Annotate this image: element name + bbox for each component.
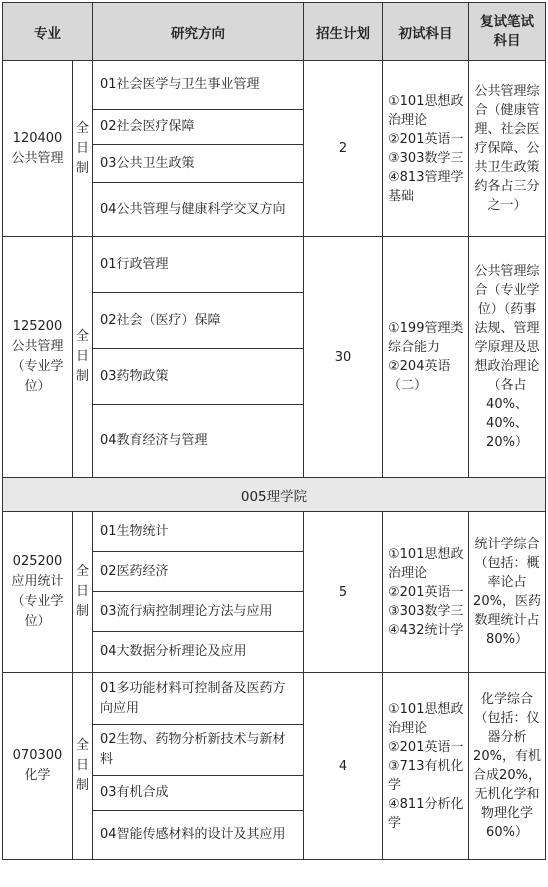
direction-item: 03流行病控制理论方法与应用 xyxy=(93,592,304,632)
exam-item: ③303数学三 xyxy=(388,150,464,166)
section-row xyxy=(3,478,546,512)
exam-item: ②201英语一 xyxy=(388,584,464,600)
header-enrollment: 招生计划 xyxy=(304,3,383,61)
enrollment-count: 2 xyxy=(304,61,383,237)
table-row xyxy=(3,673,546,725)
major-name: 公共管理（专业学位） xyxy=(11,339,64,394)
major-code: 025200 xyxy=(12,554,63,569)
section-title: 005理学院 xyxy=(3,478,546,512)
major-name: 公共管理 xyxy=(11,150,64,166)
direction-item: 04公共管理与健康科学交叉方向 xyxy=(93,183,304,237)
exam-item: ①101思想政治理论 xyxy=(388,93,464,128)
exam-item: ④813管理学基础 xyxy=(388,169,464,204)
study-mode: 全日制 xyxy=(73,512,93,673)
major-cell xyxy=(3,512,73,673)
exam-item: ④432统计学 xyxy=(388,622,464,638)
header-retest: 复试笔试科目 xyxy=(469,3,546,61)
direction-item: 01社会医学与卫生事业管理 xyxy=(93,61,304,110)
exam-item: ②201英语一 xyxy=(388,739,464,755)
table-row xyxy=(3,61,546,110)
major-cell xyxy=(3,673,73,860)
direction-item: 04大数据分析理论及应用 xyxy=(93,632,304,673)
exam-item: ①101思想政治理论 xyxy=(388,701,464,736)
direction-item: 02医药经济 xyxy=(93,552,304,592)
direction-item: 03有机合成 xyxy=(93,776,304,811)
exam-item: ②204英语（二） xyxy=(388,359,451,393)
major-name: 化学 xyxy=(24,768,51,783)
header-direction: 研究方向 xyxy=(93,3,304,61)
major-cell xyxy=(3,61,73,237)
exam-item: ③713有机化学 xyxy=(388,758,464,793)
direction-item: 01行政管理 xyxy=(93,237,304,293)
direction-item: 02社会医疗保障 xyxy=(93,110,304,145)
direction-item: 01多功能材料可控制备及医药方向应用 xyxy=(93,673,304,725)
major-name: 应用统计（专业学位） xyxy=(11,574,64,629)
direction-item: 02社会（医疗）保障 xyxy=(93,293,304,349)
enrollment-count: 4 xyxy=(304,673,383,860)
study-mode: 全日制 xyxy=(73,673,93,860)
prelim-subjects xyxy=(383,673,469,860)
study-mode: 全日制 xyxy=(73,237,93,478)
prelim-subjects xyxy=(383,61,469,237)
direction-item: 04教育经济与管理 xyxy=(93,405,304,478)
header-row xyxy=(3,3,546,61)
exam-item: ②201英语一 xyxy=(388,131,464,147)
major-cell xyxy=(3,237,73,478)
exam-item: ③303数学三 xyxy=(388,603,464,619)
retest-subjects: 公共管理综合（专业学位）（药事法规、管理学原理及思想政治理论（各占40%、40%、20%） xyxy=(469,237,546,478)
admissions-table xyxy=(2,2,546,860)
major-code: 120400 xyxy=(12,130,63,146)
table-row xyxy=(3,512,546,552)
header-major: 专业 xyxy=(3,3,93,61)
major-code: 125200 xyxy=(12,319,63,334)
retest-subjects: 化学综合（包括：仪器分析20%，有机合成20%，无机化学和物理化学60%） xyxy=(469,673,546,860)
exam-item: ④811分析化学 xyxy=(388,796,464,831)
direction-item: 03药物政策 xyxy=(93,349,304,405)
study-mode: 全日制 xyxy=(73,61,93,237)
table-row xyxy=(3,237,546,293)
direction-item: 04智能传感材料的设计及其应用 xyxy=(93,811,304,860)
exam-item: ①101思想政治理论 xyxy=(388,546,464,581)
enrollment-count: 5 xyxy=(304,512,383,673)
prelim-subjects xyxy=(383,512,469,673)
direction-item: 03公共卫生政策 xyxy=(93,145,304,183)
enrollment-count: 30 xyxy=(304,237,383,478)
header-prelim: 初试科目 xyxy=(383,3,469,61)
prelim-subjects xyxy=(383,237,469,478)
direction-item: 01生物统计 xyxy=(93,512,304,552)
exam-item: ①199管理类综合能力 xyxy=(388,321,464,355)
retest-subjects: 公共管理综合（健康管理、社会医疗保障、公共卫生政策约各占三分之一） xyxy=(469,61,546,237)
direction-item: 02生物、药物分析新技术与新材料 xyxy=(93,725,304,776)
retest-subjects: 统计学综合（包括：概率论占20%，医药数理统计占80%） xyxy=(469,512,546,673)
major-code: 070300 xyxy=(12,748,63,763)
